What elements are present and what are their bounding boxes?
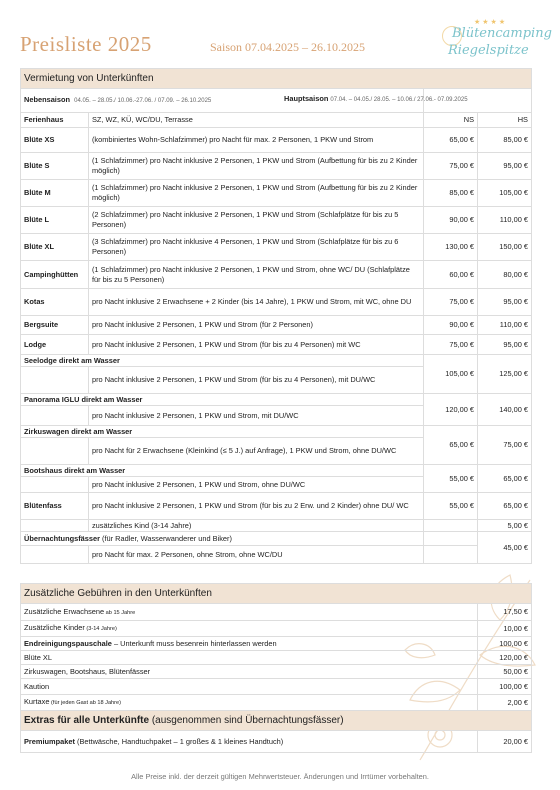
row-name: Blüte S: [21, 153, 89, 180]
row-desc: pro Nacht inklusive 2 Personen, 1 PKW und Strom (für bis zu 2 Erw. und 2 Kinder) ohne DU/ WC: [88, 493, 423, 520]
row-desc: pro Nacht für 2 Erwachsene (Kleinkind (≤ 5 J.) auf Anfrage), 1 PKW und Strom, ohne DU/WC: [88, 438, 423, 465]
table-row: Endreinigungspauschale – Unterkunft muss besenrein hinterlassen werden 100,00 €: [21, 637, 532, 651]
table-row: Kurtaxe (für jeden Gast ab 18 Jahre) 2,00 €: [21, 695, 532, 711]
table-row: [21, 180, 532, 207]
section-header-gebuehren: Zusätzliche Gebühren in den Unterkünften: [21, 584, 532, 604]
price-hs: 110,00 €: [478, 207, 532, 234]
column-header-row: [21, 113, 532, 128]
price-hs: 95,00 €: [478, 289, 532, 316]
fees-table: [20, 583, 532, 753]
row-desc: pro Nacht inklusive 2 Erwachsene + 2 Kinder (bis 14 Jahre), 1 PKW und Strom, mit WC, ohne DU: [88, 289, 423, 316]
page-title: Preisliste 2025: [20, 32, 152, 56]
price-ns: 105,00 €: [424, 355, 478, 394]
row-name: Blüte XS: [21, 128, 89, 153]
season-dates: Saison 07.04.2025 – 26.10.2025: [210, 40, 366, 54]
price-table: [20, 68, 532, 564]
hauptsaison-dates: 07.04. – 04.05./ 28.05. – 10.06./ 27.06.- 07.09.2025: [330, 97, 468, 103]
price-hs: 65,00 €: [478, 465, 532, 493]
price-hs: 125,00 €: [478, 355, 532, 394]
row-name: Bergsuite: [21, 316, 89, 335]
table-row: [21, 207, 532, 234]
price-ns: 65,00 €: [424, 128, 478, 153]
table-row: [21, 153, 532, 180]
nebensaison-label: Nebensaison: [24, 95, 71, 105]
table-row-title: [21, 355, 532, 367]
row-desc: pro Nacht inklusive 2 Personen, 1 PKW und Strom, mit DU/WC: [88, 406, 423, 426]
table-row-title: [21, 394, 532, 406]
table-row-title: [21, 465, 532, 477]
price-hs: 80,00 €: [478, 261, 532, 289]
price-hs: 85,00 €: [478, 128, 532, 153]
price-ns: 55,00 €: [424, 465, 478, 493]
table-row: [21, 546, 532, 564]
table-row: [21, 335, 532, 355]
table-row: [21, 289, 532, 316]
table-row: [21, 316, 532, 335]
table-row: Premiumpaket (Bettwäsche, Handtuchpaket – 1 großes & 1 kleines Handtuch) 20,00 €: [21, 731, 532, 753]
row-name: Zirkuswagen direkt am Wasser: [21, 426, 424, 438]
hauptsaison-overlay: [284, 94, 468, 103]
table-row: [21, 520, 532, 532]
row-desc: (1 Schlafzimmer) pro Nacht inklusive 2 Personen, 1 PKW und Strom (Aufbettung für bis zu 2 Kinder möglich): [88, 153, 423, 180]
row-desc: pro Nacht inklusive 2 Personen, 1 PKW und Strom (für bis zu 4 Personen) mit WC: [88, 335, 423, 355]
table-row: Blüte XL 120,00 €: [21, 651, 532, 665]
price-hs: 150,00 €: [478, 234, 532, 261]
row-name: Bootshaus direkt am Wasser: [21, 465, 424, 477]
price-hs: 110,00 €: [478, 316, 532, 335]
section-header-extras: Extras für alle Unterkünfte (ausgenommen sind Übernachtungsfässer): [21, 711, 532, 731]
price-ns: 75,00 €: [424, 153, 478, 180]
price-hs: 105,00 €: [478, 180, 532, 207]
row-desc: (kombiniertes Wohn-Schlafzimmer) pro Nacht für max. 2 Personen, 1 PKW und Strom: [88, 128, 423, 153]
price-ns: 55,00 €: [424, 493, 478, 520]
table-row: Zusätzliche Erwachsene ab 15 Jahre 17,50 €: [21, 604, 532, 621]
stars-icon: ★★★★: [474, 19, 508, 26]
section-header-unterkuenfte: Vermietung von Unterkünften: [21, 69, 532, 89]
table-row: Zusätzliche Kinder (3-14 Jahre) 10,00 €: [21, 621, 532, 637]
row-desc: (2 Schlafzimmer) pro Nacht inklusive 2 Personen, 1 PKW und Strom (Schlafplätze für bis zu 5 Personen): [88, 207, 423, 234]
price-uf: 45,00 €: [478, 532, 532, 564]
price-ns: 90,00 €: [424, 207, 478, 234]
price-hs: 140,00 €: [478, 394, 532, 426]
campsite-logo: [438, 18, 552, 66]
logo-line-1: Blütencamping: [452, 26, 552, 41]
row-name: Blüte XL: [21, 234, 89, 261]
footer-note: Alle Preise inkl. der derzeit gültigen Mehrwertsteuer. Änderungen und Irrtümer vorbehalten.: [131, 772, 429, 781]
price-ns: 120,00 €: [424, 394, 478, 426]
price-hs: 65,00 €: [478, 493, 532, 520]
price-ns: 90,00 €: [424, 316, 478, 335]
table-row: [21, 261, 532, 289]
row-desc: (1 Schlafzimmer) pro Nacht inklusive 2 Personen, 1 PKW und Strom (Aufbettung für bis zu 2 Kinder möglich): [88, 180, 423, 207]
price-kid: 5,00 €: [478, 520, 532, 532]
row-desc: pro Nacht inklusive 2 Personen, 1 PKW und Strom (für 2 Personen): [88, 316, 423, 335]
table-row-title: [21, 426, 532, 438]
price-hs: 95,00 €: [478, 335, 532, 355]
table-row: [21, 234, 532, 261]
row-desc: (3 Schlafzimmer) pro Nacht inklusive 4 Personen, 1 PKW und Strom (Schlafplätze für bis zu 6 Personen): [88, 234, 423, 261]
row-desc: pro Nacht für max. 2 Personen, ohne Strom, ohne WC/DU: [88, 546, 423, 564]
table-row: [21, 128, 532, 153]
col-hs: HS: [478, 113, 532, 128]
row-name: Lodge: [21, 335, 89, 355]
col-ns: NS: [424, 113, 478, 128]
price-hs: 75,00 €: [478, 426, 532, 465]
row-name: Panorama IGLU direkt am Wasser: [21, 394, 424, 406]
row-name: Blüte L: [21, 207, 89, 234]
row-name: Blüte M: [21, 180, 89, 207]
row-desc: pro Nacht inklusive 2 Personen, 1 PKW und Strom, ohne DU/WC: [88, 477, 423, 493]
price-ns: 60,00 €: [424, 261, 478, 289]
row-name: Blütenfass: [21, 493, 89, 520]
row-name: Kotas: [21, 289, 89, 316]
table-row-title: [21, 532, 532, 546]
logo-line-2: Riegelspitze: [448, 43, 529, 58]
price-ns: 75,00 €: [424, 335, 478, 355]
page-header: [20, 18, 552, 68]
table-row: Zirkuswagen, Bootshaus, Blütenfässer 50,00 €: [21, 665, 532, 679]
price-ns: 130,00 €: [424, 234, 478, 261]
price-hs: 95,00 €: [478, 153, 532, 180]
table-row: [21, 493, 532, 520]
row-name: Campinghütten: [21, 261, 89, 289]
row-desc: zusätzliches Kind (3-14 Jahre): [88, 520, 423, 532]
table-row: Kaution 100,00 €: [21, 679, 532, 695]
row-desc: pro Nacht inklusive 2 Personen, 1 PKW und Strom (für bis zu 4 Personen), mit DU/WC: [88, 367, 423, 394]
nebensaison-dates: 04.05. – 28.05./ 10.06.-27.06. / 07.09. – 26.10.2025: [74, 98, 212, 105]
price-ns: 75,00 €: [424, 289, 478, 316]
price-ns: 65,00 €: [424, 426, 478, 465]
row-name: Seelodge direkt am Wasser: [21, 355, 424, 367]
row-desc: (1 Schlafzimmer) pro Nacht inklusive 2 Personen, 1 PKW und Strom, ohne WC/ DU (Schlafplätze für bis zu 5 Personen): [88, 261, 423, 289]
col-ferienhaus: Ferienhaus: [21, 113, 89, 128]
row-name: Übernachtungsfässer (für Radler, Wasserwanderer und Biker): [21, 532, 424, 546]
price-ns: 85,00 €: [424, 180, 478, 207]
col-features: SZ, WZ, KÜ, WC/DU, Terrasse: [88, 113, 423, 128]
hauptsaison-label: Hauptsaison: [284, 94, 329, 103]
